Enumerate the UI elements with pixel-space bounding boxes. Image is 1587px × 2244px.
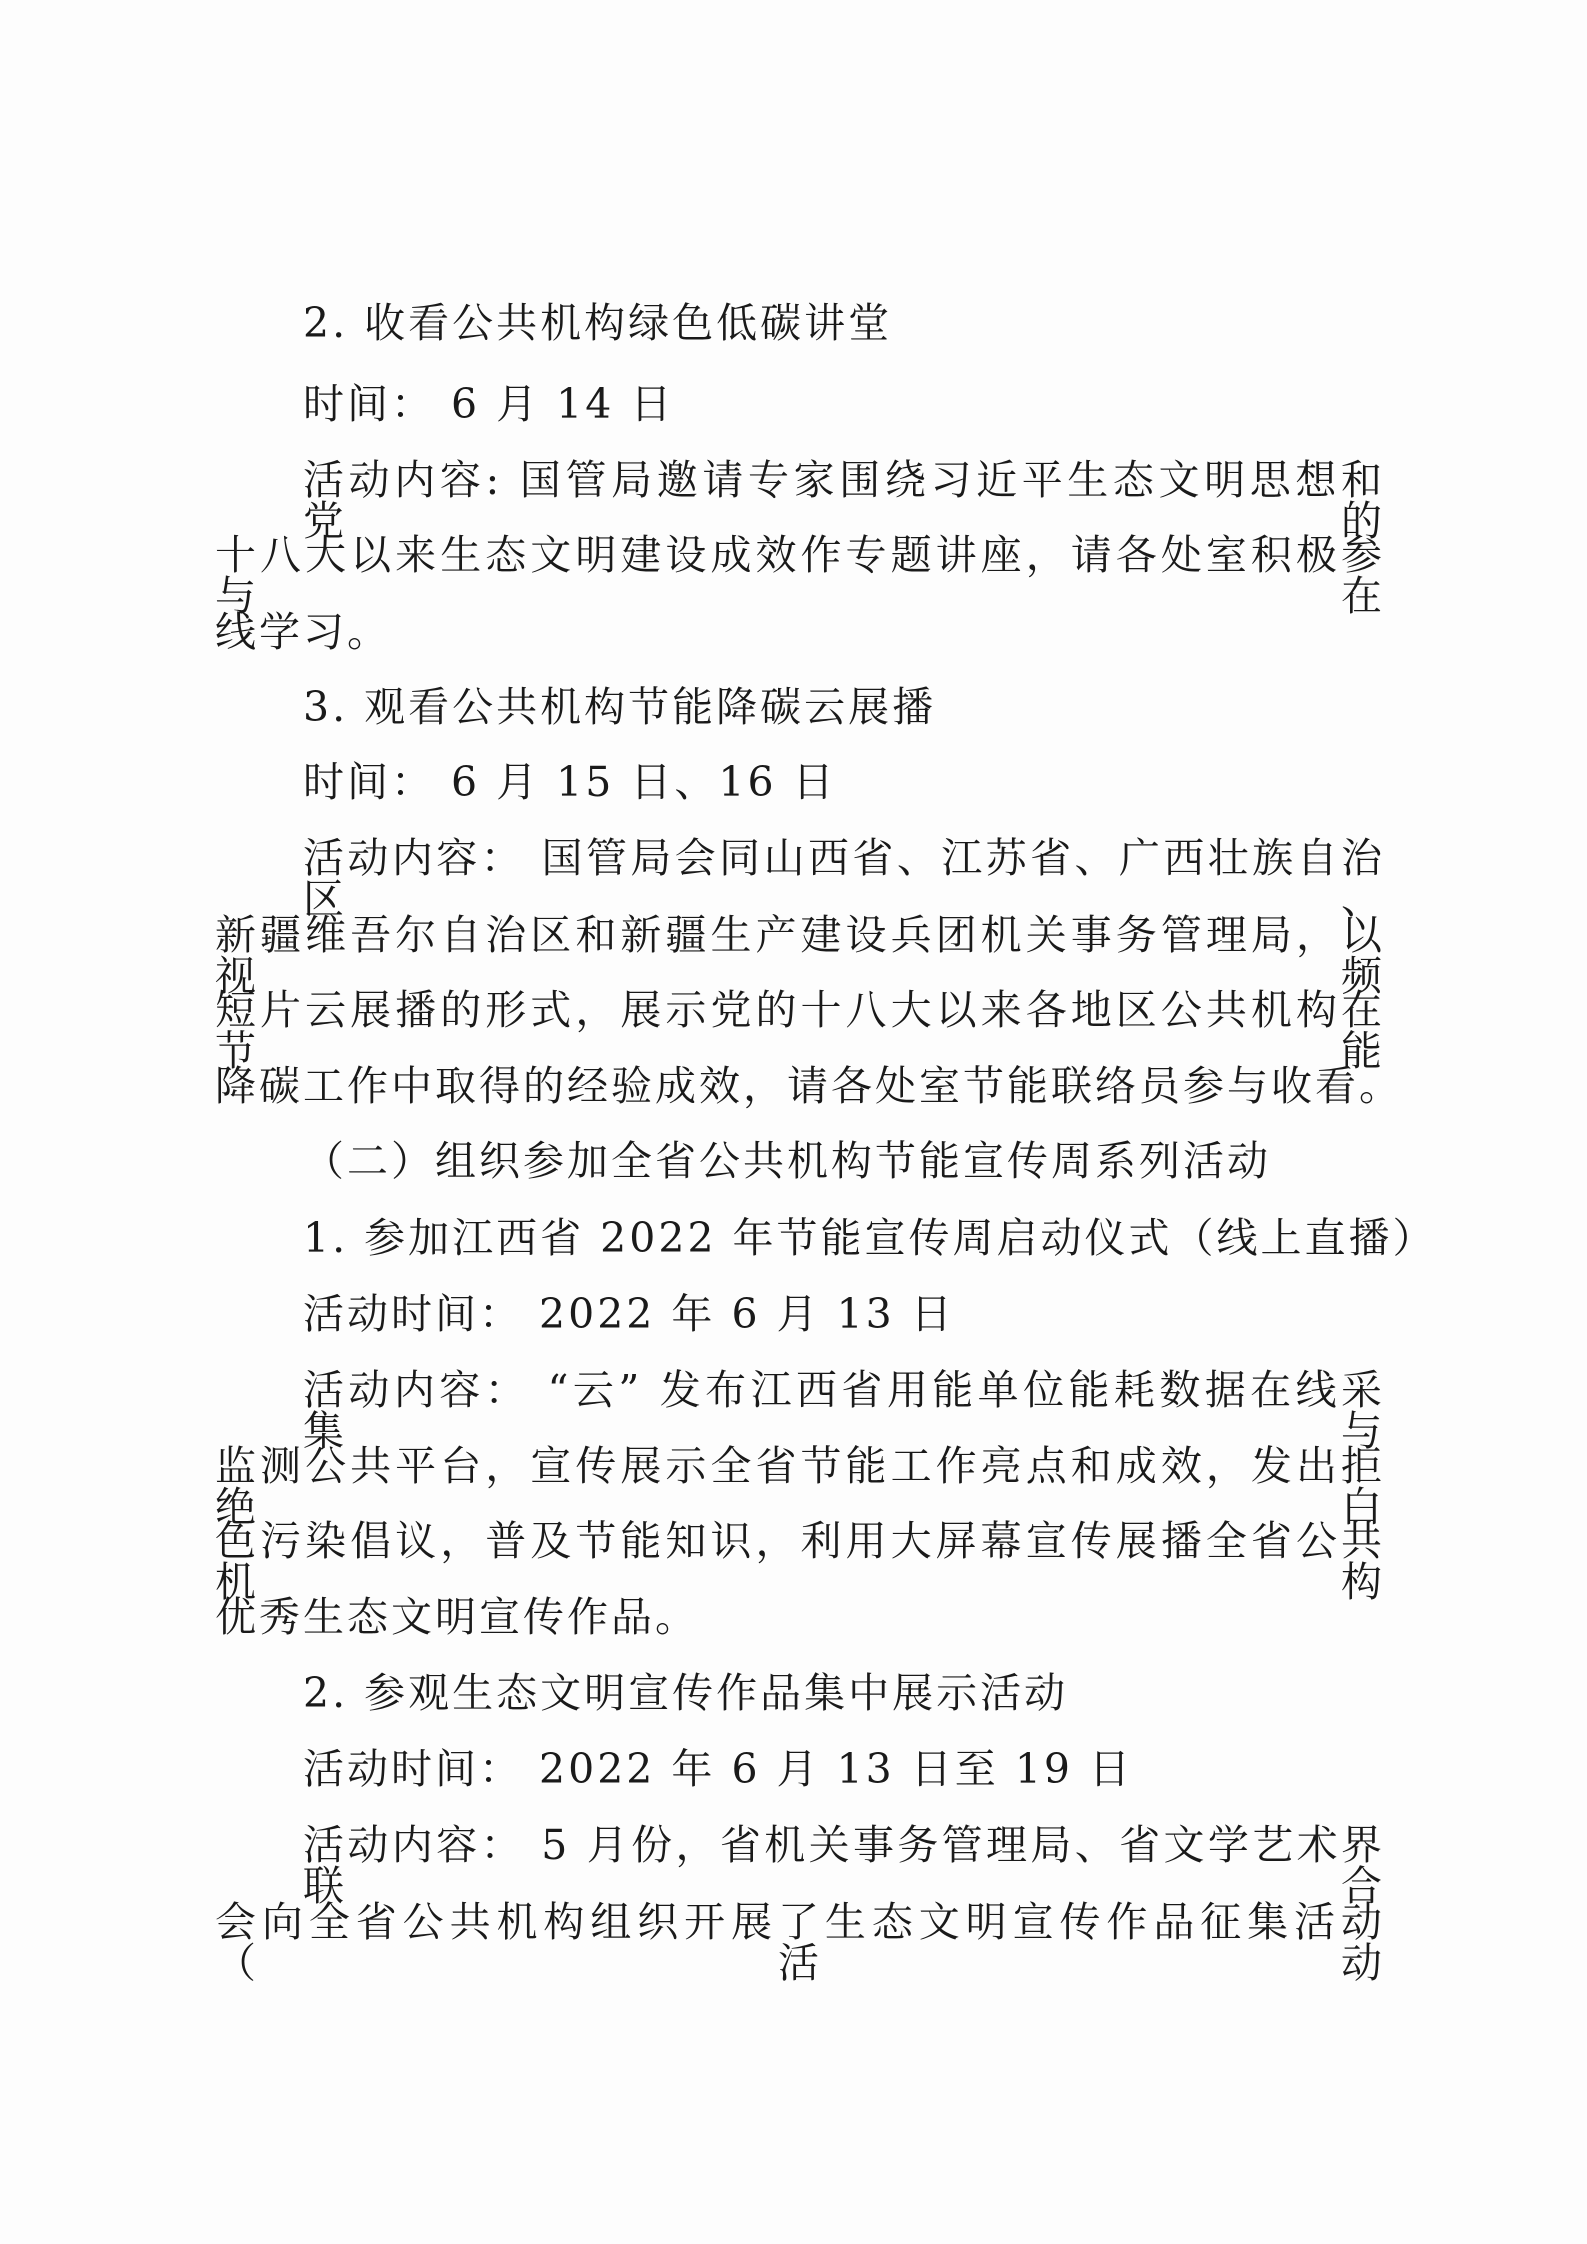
sub-item-2-heading: 2. 参观生态文明宣传作品集中展示活动: [303, 1669, 1069, 1717]
sub-item-1-content-line-3: 色污染倡议，普及节能知识，利用大屏幕宣传展播全省公共机构: [215, 1517, 1385, 1606]
item-3-heading: 3. 观看公共机构节能降碳云展播: [303, 683, 937, 731]
sub-item-1-heading: 1. 参加江西省 2022 年节能宣传周启动仪式（线上直播）: [303, 1214, 1437, 1262]
item-2-time: 时间： 6 月 14 日: [303, 380, 675, 428]
item-3-content-line-1: 活动内容： 国管局会同山西省、江苏省、广西壮族自治区、: [303, 834, 1385, 923]
item-2-heading: 2. 收看公共机构绿色低碳讲堂: [303, 299, 893, 347]
sub-item-2-content-line-2: 会向全省公共机构组织开展了生态文明宣传作品征集活动（活动: [215, 1898, 1385, 1987]
sub-item-2-content-line-1: 活动内容： 5 月份，省机关事务管理局、省文学艺术界联合: [303, 1821, 1385, 1910]
item-3-content-line-4: 降碳工作中取得的经验成效，请各处室节能联络员参与收看。: [215, 1062, 1403, 1110]
sub-item-1-content-line-4: 优秀生态文明宣传作品。: [215, 1593, 699, 1641]
item-3-content-line-2: 新疆维吾尔自治区和新疆生产建设兵团机关事务管理局，以视频: [215, 911, 1385, 1000]
item-2-content-line-3: 线学习。: [215, 608, 391, 656]
sub-item-1-content-line-1: 活动内容： “云” 发布江西省用能单位能耗数据在线采集与: [303, 1366, 1385, 1455]
sub-item-1-content-line-2: 监测公共平台，宣传展示全省节能工作亮点和成效，发出拒绝白: [215, 1442, 1385, 1531]
item-2-content-line-1: 活动内容: 国管局邀请专家围绕习近平生态文明思想和党的: [303, 456, 1385, 545]
sub-item-2-time: 活动时间： 2022 年 6 月 13 日至 19 日: [303, 1745, 1134, 1793]
item-3-content-line-3: 短片云展播的形式，展示党的十八大以来各地区公共机构在节能: [215, 986, 1385, 1075]
item-3-time: 时间： 6 月 15 日、16 日: [303, 758, 837, 806]
item-2-content-line-2: 十八大以来生态文明建设成效作专题讲座，请各处室积极参与在: [215, 531, 1385, 620]
sub-item-1-time: 活动时间： 2022 年 6 月 13 日: [303, 1290, 955, 1338]
section-2-heading: （二）组织参加全省公共机构节能宣传周系列活动: [303, 1137, 1271, 1185]
